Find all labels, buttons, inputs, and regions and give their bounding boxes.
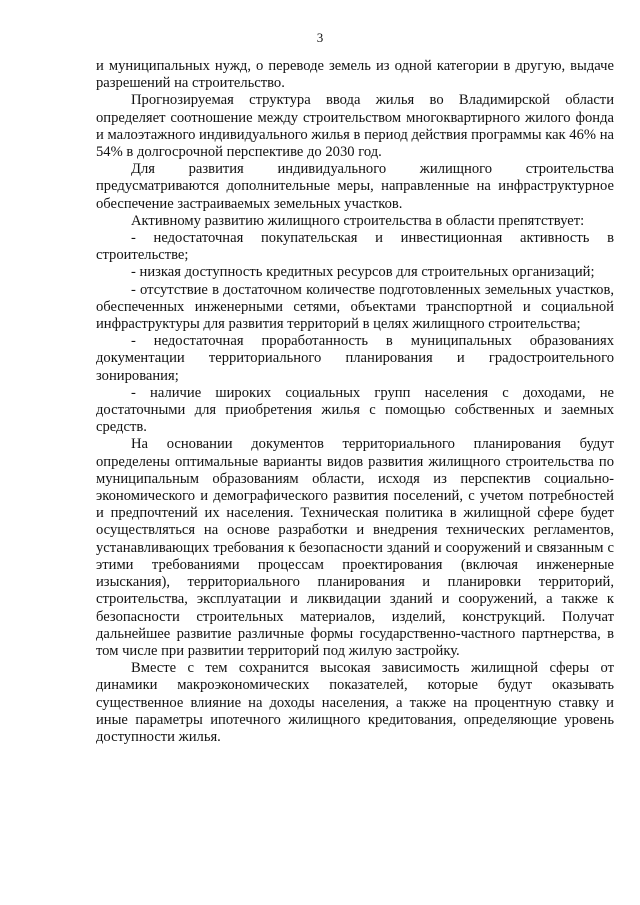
paragraph-individual-construction: Для развития индивидуального жилищного строительства предусматриваются дополнительные меры, направленные на инфраструктурное обеспечение застраиваемых земельных участков. [96,161,614,212]
paragraph-continuation: и муниципальных нужд, о переводе земель из одной категории в другую, выдаче разрешений на строительство. [96,58,614,92]
document-body [96,58,614,746]
paragraph-housing-structure: Прогнозируемая структура ввода жилья во Владимирской области определяет соотношение между строительством многоквартирного жилого фонда и малоэтажного индивидуального жилья в период действия программы как 46% на 54% в долгосрочной перспективе до 2030 год. [96,92,614,161]
list-item-obstacle: - недостаточная проработанность в муниципальных образованиях документации территориального планирования и градостроительного зонирования; [96,333,614,384]
paragraph-obstacles-intro: Активному развитию жилищного строительства в области препятствует: [131,212,585,229]
list-item-obstacle: - недостаточная покупательская и инвестиционная активность в строительстве; [96,230,614,264]
list-item-obstacle: - низкая доступность кредитных ресурсов для строительных организаций; [131,264,595,281]
paragraph-territorial-planning: На основании документов территориального планирования будут определены оптимальные варианты видов развития жилищного строительства по муниципальным образованиям области, исходя из перспектив социально-экономического и демографического развития поселений, с учетом потребностей и предпочтений их населения. Техническая политика в жилищной сфере будет осуществляться на основе разработки и внедрения технических регламентов, устанавливающих требования к безопасности зданий и сооружений и связанным с этими требованиями процессам проектирования (включая инженерные изыскания), территориального планирования и планировки территорий, строительства, эксплуатации и ликвидации зданий и сооружений, а также к безопасности строительных материалов, изделий, конструкций. Получат дальнейшее развитие различные формы государственно-частного партнерства, в том числе при развитии территорий под жилую застройку. [96,436,614,659]
page-number: 3 [316,30,324,45]
list-item-obstacle: - отсутствие в достаточном количестве подготовленных земельных участков, обеспеченных инженерными сетями, объектами транспортной и социальной инфраструктуры для развития территорий в целях жилищного строительства; [96,281,614,333]
paragraph-macroeconomic-dependence: Вместе с тем сохранится высокая зависимость жилищной сферы от динамики макроэкономических показателей, которые будут оказывать существенное влияние на доходы населения, а также на процентную ставку и иные параметры ипотечного жилищного кредитования, определяющие уровень доступности жилья. [96,660,614,745]
list-item-obstacle: - наличие широких социальных групп населения с доходами, не достаточными для приобретения жилья с помощью собственных и заемных средств. [96,384,614,436]
